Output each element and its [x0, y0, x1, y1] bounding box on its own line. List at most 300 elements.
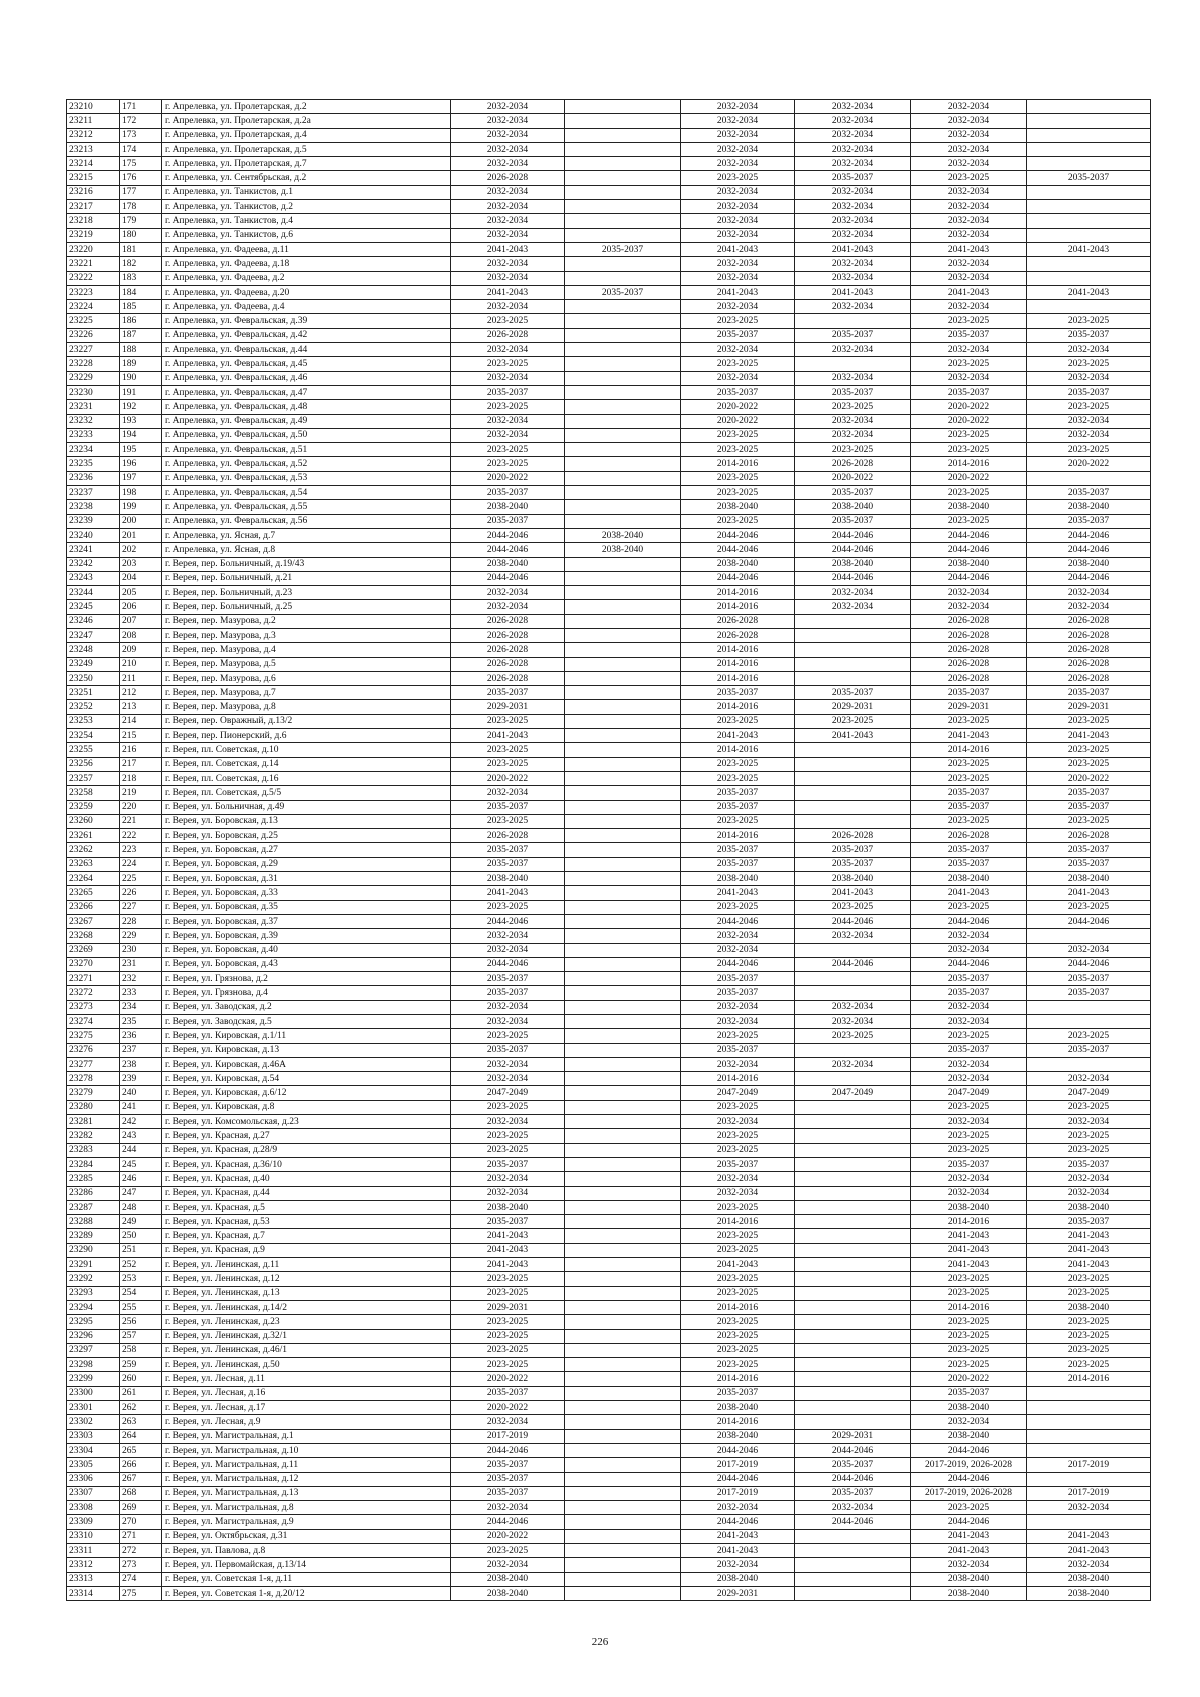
row-number-cell: 224	[120, 857, 162, 871]
row-number-cell: 185	[120, 300, 162, 314]
row-number-cell: 250	[120, 1229, 162, 1243]
period-cell-4: 2035-2037	[795, 843, 911, 857]
period-cell-5: 2035-2037	[911, 385, 1027, 399]
period-cell-4: 2035-2037	[795, 385, 911, 399]
table-row	[67, 242, 1151, 256]
table-row	[67, 471, 1151, 485]
address-cell: г. Апрелевка, ул. Февральская, д.48	[162, 400, 451, 414]
period-cell-6: 2017-2019	[1027, 1458, 1151, 1472]
row-number-cell: 192	[120, 400, 162, 414]
period-cell-6: 2023-2025	[1027, 1329, 1151, 1343]
period-cell-6: 2038-2040	[1027, 1200, 1151, 1214]
table-row	[67, 1315, 1151, 1329]
period-cell-6: 2035-2037	[1027, 486, 1151, 500]
row-number-cell: 246	[120, 1172, 162, 1186]
table-row	[67, 428, 1151, 442]
row-number-cell: 173	[120, 128, 162, 142]
address-cell: г. Верея, ул. Ленинская, д.14/2	[162, 1300, 451, 1314]
period-cell-4: 2044-2046	[795, 543, 911, 557]
period-cell-5: 2035-2037	[911, 686, 1027, 700]
table-row	[67, 1029, 1151, 1043]
period-cell-2	[565, 114, 681, 128]
period-cell-1: 2020-2022	[451, 1401, 565, 1415]
period-cell-2	[565, 343, 681, 357]
period-cell-2	[565, 328, 681, 342]
row-number-cell: 174	[120, 142, 162, 156]
period-cell-2	[565, 171, 681, 185]
table-row	[67, 800, 1151, 814]
address-cell: г. Верея, пл. Советская, д.14	[162, 757, 451, 771]
row-id-cell: 23222	[67, 271, 120, 285]
address-cell: г. Верея, ул. Боровская, д.39	[162, 929, 451, 943]
period-cell-1: 2041-2043	[451, 729, 565, 743]
address-cell: г. Апрелевка, ул. Пролетарская, д.5	[162, 142, 451, 156]
address-cell: г. Апрелевка, ул. Танкистов, д.6	[162, 228, 451, 242]
period-cell-2	[565, 957, 681, 971]
row-id-cell: 23280	[67, 1100, 120, 1114]
period-cell-5: 2041-2043	[911, 1258, 1027, 1272]
period-cell-3: 2044-2046	[681, 957, 795, 971]
period-cell-3: 2035-2037	[681, 857, 795, 871]
row-number-cell: 209	[120, 643, 162, 657]
period-cell-6: 2038-2040	[1027, 872, 1151, 886]
period-cell-4	[795, 814, 911, 828]
table-row	[67, 1515, 1151, 1529]
row-number-cell: 202	[120, 543, 162, 557]
period-cell-1: 2044-2046	[451, 1515, 565, 1529]
row-id-cell: 23278	[67, 1072, 120, 1086]
period-cell-1: 2032-2034	[451, 300, 565, 314]
table-row	[67, 1486, 1151, 1500]
period-cell-1: 2032-2034	[451, 343, 565, 357]
row-id-cell: 23216	[67, 185, 120, 199]
period-cell-5: 2032-2034	[911, 1057, 1027, 1071]
period-cell-4: 2035-2037	[795, 486, 911, 500]
period-cell-3: 2032-2034	[681, 185, 795, 199]
period-cell-1: 2023-2025	[451, 1129, 565, 1143]
address-cell: г. Апрелевка, ул. Фадеева, д.4	[162, 300, 451, 314]
period-cell-2	[565, 1186, 681, 1200]
row-id-cell: 23291	[67, 1258, 120, 1272]
row-id-cell: 23249	[67, 657, 120, 671]
table-row	[67, 371, 1151, 385]
table-row	[67, 1401, 1151, 1415]
period-cell-4: 2032-2034	[795, 257, 911, 271]
period-cell-4	[795, 1572, 911, 1586]
period-cell-2	[565, 428, 681, 442]
period-cell-4	[795, 1272, 911, 1286]
page-number: 226	[591, 1636, 609, 1648]
period-cell-2	[565, 1558, 681, 1572]
period-cell-5: 2032-2034	[911, 142, 1027, 156]
period-cell-5: 2032-2034	[911, 271, 1027, 285]
period-cell-5: 2023-2025	[911, 757, 1027, 771]
period-cell-6	[1027, 1415, 1151, 1429]
period-cell-4: 2032-2034	[795, 1501, 911, 1515]
row-id-cell: 23305	[67, 1458, 120, 1472]
period-cell-2	[565, 1458, 681, 1472]
table-row	[67, 228, 1151, 242]
period-cell-3: 2014-2016	[681, 657, 795, 671]
period-cell-1: 2035-2037	[451, 800, 565, 814]
period-cell-3: 2014-2016	[681, 1300, 795, 1314]
period-cell-5: 2032-2034	[911, 157, 1027, 171]
address-cell: г. Верея, ул. Боровская, д.27	[162, 843, 451, 857]
table-row	[67, 114, 1151, 128]
period-cell-4: 2026-2028	[795, 829, 911, 843]
period-cell-2	[565, 1215, 681, 1229]
table-row	[67, 1043, 1151, 1057]
period-cell-6: 2023-2025	[1027, 1029, 1151, 1043]
row-number-cell: 194	[120, 428, 162, 442]
period-cell-3: 2020-2022	[681, 400, 795, 414]
period-cell-2	[565, 1401, 681, 1415]
period-cell-3: 2032-2034	[681, 1015, 795, 1029]
table-row	[67, 886, 1151, 900]
period-cell-6	[1027, 1443, 1151, 1457]
row-id-cell: 23300	[67, 1386, 120, 1400]
row-id-cell: 23304	[67, 1443, 120, 1457]
row-id-cell: 23273	[67, 1000, 120, 1014]
period-cell-6: 2032-2034	[1027, 1072, 1151, 1086]
period-cell-5: 2023-2025	[911, 1329, 1027, 1343]
address-cell: г. Апрелевка, ул. Танкистов, д.4	[162, 214, 451, 228]
period-cell-4	[795, 1529, 911, 1543]
row-id-cell: 23272	[67, 986, 120, 1000]
period-cell-5: 2017-2019, 2026-2028	[911, 1486, 1027, 1500]
period-cell-4	[795, 1115, 911, 1129]
period-cell-4	[795, 1343, 911, 1357]
address-cell: г. Верея, ул. Магистральная, д.13	[162, 1486, 451, 1500]
row-id-cell: 23294	[67, 1300, 120, 1314]
period-cell-6: 2035-2037	[1027, 986, 1151, 1000]
table-row	[67, 557, 1151, 571]
period-cell-3: 2014-2016	[681, 829, 795, 843]
row-id-cell: 23276	[67, 1043, 120, 1057]
row-id-cell: 23258	[67, 786, 120, 800]
period-cell-1: 2035-2037	[451, 1157, 565, 1171]
period-cell-5: 2023-2025	[911, 1129, 1027, 1143]
table-row	[67, 1543, 1151, 1557]
row-id-cell: 23295	[67, 1315, 120, 1329]
period-cell-4	[795, 671, 911, 685]
row-id-cell: 23270	[67, 957, 120, 971]
period-cell-5: 2023-2025	[911, 171, 1027, 185]
table-row	[67, 443, 1151, 457]
period-cell-3: 2032-2034	[681, 371, 795, 385]
address-cell: г. Верея, ул. Советская 1-я, д.11	[162, 1572, 451, 1586]
period-cell-2	[565, 100, 681, 114]
period-cell-5: 2038-2040	[911, 1429, 1027, 1443]
table-row	[67, 943, 1151, 957]
period-cell-6: 2041-2043	[1027, 729, 1151, 743]
row-number-cell: 207	[120, 614, 162, 628]
row-number-cell: 252	[120, 1258, 162, 1272]
period-cell-3: 2044-2046	[681, 528, 795, 542]
period-cell-6	[1027, 1000, 1151, 1014]
address-cell: г. Апрелевка, ул. Февральская, д.50	[162, 428, 451, 442]
address-cell: г. Верея, ул. Ленинская, д.12	[162, 1272, 451, 1286]
address-cell: г. Верея, ул. Заводская, д.5	[162, 1015, 451, 1029]
table-row	[67, 357, 1151, 371]
row-number-cell: 184	[120, 285, 162, 299]
table-row	[67, 1015, 1151, 1029]
period-cell-4: 2038-2040	[795, 500, 911, 514]
period-cell-1: 2032-2034	[451, 600, 565, 614]
period-cell-4	[795, 743, 911, 757]
period-cell-5: 2032-2034	[911, 943, 1027, 957]
period-cell-1: 2032-2034	[451, 1558, 565, 1572]
row-number-cell: 247	[120, 1186, 162, 1200]
period-cell-3: 2023-2025	[681, 814, 795, 828]
row-id-cell: 23292	[67, 1272, 120, 1286]
period-cell-6: 2023-2025	[1027, 1358, 1151, 1372]
period-cell-3: 2041-2043	[681, 1258, 795, 1272]
period-cell-4: 2035-2037	[795, 1486, 911, 1500]
address-cell: г. Верея, пер. Мазурова, д.5	[162, 657, 451, 671]
period-cell-3: 2032-2034	[681, 271, 795, 285]
period-cell-3: 2014-2016	[681, 1372, 795, 1386]
period-cell-1: 2041-2043	[451, 1243, 565, 1257]
period-cell-5: 2038-2040	[911, 1401, 1027, 1415]
period-cell-6	[1027, 228, 1151, 242]
table-row	[67, 1157, 1151, 1171]
address-cell: г. Апрелевка, ул. Февральская, д.53	[162, 471, 451, 485]
row-id-cell: 23251	[67, 686, 120, 700]
period-cell-2	[565, 714, 681, 728]
row-id-cell: 23261	[67, 829, 120, 843]
row-id-cell: 23220	[67, 242, 120, 256]
period-cell-5: 2035-2037	[911, 328, 1027, 342]
period-cell-6: 2038-2040	[1027, 1586, 1151, 1600]
period-cell-2	[565, 1272, 681, 1286]
row-number-cell: 214	[120, 714, 162, 728]
row-number-cell: 233	[120, 986, 162, 1000]
address-cell: г. Верея, ул. Красная, д.28/9	[162, 1143, 451, 1157]
address-cell: г. Верея, пл. Советская, д.5/5	[162, 786, 451, 800]
period-cell-5: 2041-2043	[911, 729, 1027, 743]
row-id-cell: 23286	[67, 1186, 120, 1200]
period-cell-5: 2026-2028	[911, 628, 1027, 642]
table-row	[67, 500, 1151, 514]
period-cell-3: 2014-2016	[681, 600, 795, 614]
row-number-cell: 210	[120, 657, 162, 671]
period-cell-2	[565, 600, 681, 614]
period-cell-3: 2035-2037	[681, 1157, 795, 1171]
schedule-table-body	[67, 100, 1151, 1601]
row-number-cell: 234	[120, 1000, 162, 1014]
period-cell-2	[565, 729, 681, 743]
period-cell-2	[565, 1157, 681, 1171]
table-row	[67, 786, 1151, 800]
table-row	[67, 343, 1151, 357]
period-cell-6	[1027, 257, 1151, 271]
address-cell: г. Апрелевка, ул. Танкистов, д.2	[162, 200, 451, 214]
table-row	[67, 1372, 1151, 1386]
period-cell-3: 2032-2034	[681, 1000, 795, 1014]
row-id-cell: 23313	[67, 1572, 120, 1586]
row-id-cell: 23264	[67, 872, 120, 886]
period-cell-3: 2023-2025	[681, 357, 795, 371]
address-cell: г. Верея, ул. Кировская, д.46А	[162, 1057, 451, 1071]
row-id-cell: 23289	[67, 1229, 120, 1243]
row-number-cell: 218	[120, 771, 162, 785]
period-cell-4: 2023-2025	[795, 443, 911, 457]
table-row	[67, 1272, 1151, 1286]
period-cell-6: 2032-2034	[1027, 1186, 1151, 1200]
period-cell-6: 2017-2019	[1027, 1486, 1151, 1500]
period-cell-6: 2032-2034	[1027, 371, 1151, 385]
period-cell-6: 2032-2034	[1027, 1558, 1151, 1572]
table-row	[67, 1115, 1151, 1129]
address-cell: г. Верея, пер. Больничный, д.19/43	[162, 557, 451, 571]
period-cell-3: 2041-2043	[681, 242, 795, 256]
period-cell-1: 2032-2034	[451, 1057, 565, 1071]
row-id-cell: 23238	[67, 500, 120, 514]
address-cell: г. Верея, ул. Магистральная, д.11	[162, 1458, 451, 1472]
period-cell-5: 2020-2022	[911, 400, 1027, 414]
period-cell-4: 2032-2034	[795, 343, 911, 357]
period-cell-3: 2044-2046	[681, 1443, 795, 1457]
address-cell: г. Апрелевка, ул. Февральская, д.51	[162, 443, 451, 457]
period-cell-4: 2035-2037	[795, 514, 911, 528]
period-cell-4: 2029-2031	[795, 1429, 911, 1443]
address-cell: г. Верея, пл. Советская, д.16	[162, 771, 451, 785]
period-cell-6: 2035-2037	[1027, 800, 1151, 814]
period-cell-3: 2023-2025	[681, 1200, 795, 1214]
period-cell-2: 2038-2040	[565, 543, 681, 557]
address-cell: г. Верея, ул. Лесная, д.17	[162, 1401, 451, 1415]
period-cell-3: 2017-2019	[681, 1458, 795, 1472]
period-cell-4	[795, 1586, 911, 1600]
period-cell-1: 2035-2037	[451, 486, 565, 500]
period-cell-1: 2023-2025	[451, 1543, 565, 1557]
period-cell-2	[565, 228, 681, 242]
address-cell: г. Верея, пер. Мазурова, д.4	[162, 643, 451, 657]
row-id-cell: 23221	[67, 257, 120, 271]
row-number-cell: 262	[120, 1401, 162, 1415]
row-number-cell: 270	[120, 1515, 162, 1529]
address-cell: г. Апрелевка, ул. Пролетарская, д.7	[162, 157, 451, 171]
period-cell-5: 2035-2037	[911, 986, 1027, 1000]
table-row	[67, 814, 1151, 828]
period-cell-5: 2041-2043	[911, 1229, 1027, 1243]
period-cell-1: 2023-2025	[451, 1358, 565, 1372]
row-number-cell: 264	[120, 1429, 162, 1443]
period-cell-1: 2032-2034	[451, 257, 565, 271]
address-cell: г. Апрелевка, ул. Февральская, д.55	[162, 500, 451, 514]
row-id-cell: 23241	[67, 543, 120, 557]
row-number-cell: 189	[120, 357, 162, 371]
period-cell-1: 2032-2034	[451, 271, 565, 285]
period-cell-5: 2023-2025	[911, 1501, 1027, 1515]
row-id-cell: 23215	[67, 171, 120, 185]
period-cell-3: 2014-2016	[681, 671, 795, 685]
period-cell-5: 2026-2028	[911, 671, 1027, 685]
table-row	[67, 743, 1151, 757]
row-number-cell: 230	[120, 943, 162, 957]
row-number-cell: 253	[120, 1272, 162, 1286]
period-cell-5: 2026-2028	[911, 614, 1027, 628]
period-cell-1: 2023-2025	[451, 1329, 565, 1343]
period-cell-3: 2023-2025	[681, 1272, 795, 1286]
row-number-cell: 238	[120, 1057, 162, 1071]
period-cell-4: 2041-2043	[795, 242, 911, 256]
period-cell-3: 2023-2025	[681, 900, 795, 914]
period-cell-6: 2041-2043	[1027, 285, 1151, 299]
row-number-cell: 177	[120, 185, 162, 199]
period-cell-1: 2035-2037	[451, 514, 565, 528]
period-cell-5: 2032-2034	[911, 100, 1027, 114]
row-number-cell: 204	[120, 571, 162, 585]
table-row	[67, 314, 1151, 328]
period-cell-4	[795, 1415, 911, 1429]
period-cell-3: 2044-2046	[681, 1472, 795, 1486]
table-row	[67, 714, 1151, 728]
address-cell: г. Верея, ул. Красная, д.7	[162, 1229, 451, 1243]
period-cell-6: 2044-2046	[1027, 914, 1151, 928]
period-cell-5: 2032-2034	[911, 257, 1027, 271]
period-cell-4: 2044-2046	[795, 957, 911, 971]
address-cell: г. Верея, пер. Пионерский, д.6	[162, 729, 451, 743]
address-cell: г. Апрелевка, ул. Ясная, д.8	[162, 543, 451, 557]
period-cell-3: 2023-2025	[681, 1286, 795, 1300]
period-cell-2	[565, 972, 681, 986]
period-cell-6: 2026-2028	[1027, 657, 1151, 671]
row-id-cell: 23227	[67, 343, 120, 357]
row-id-cell: 23245	[67, 600, 120, 614]
period-cell-4: 2032-2034	[795, 200, 911, 214]
period-cell-1: 2032-2034	[451, 128, 565, 142]
period-cell-4: 2032-2034	[795, 271, 911, 285]
period-cell-4	[795, 1157, 911, 1171]
period-cell-3: 2032-2034	[681, 128, 795, 142]
period-cell-4	[795, 1243, 911, 1257]
period-cell-5: 2041-2043	[911, 1543, 1027, 1557]
period-cell-2	[565, 1286, 681, 1300]
period-cell-2	[565, 914, 681, 928]
period-cell-3: 2014-2016	[681, 1072, 795, 1086]
table-row	[67, 414, 1151, 428]
period-cell-3: 2023-2025	[681, 1343, 795, 1357]
period-cell-1: 2032-2034	[451, 586, 565, 600]
period-cell-1: 2044-2046	[451, 528, 565, 542]
period-cell-4: 2029-2031	[795, 700, 911, 714]
period-cell-5: 2014-2016	[911, 743, 1027, 757]
row-id-cell: 23224	[67, 300, 120, 314]
row-id-cell: 23309	[67, 1515, 120, 1529]
table-row	[67, 1086, 1151, 1100]
period-cell-4: 2032-2034	[795, 142, 911, 156]
period-cell-2	[565, 214, 681, 228]
period-cell-3: 2023-2025	[681, 1143, 795, 1157]
address-cell: г. Верея, ул. Лесная, д.16	[162, 1386, 451, 1400]
period-cell-4	[795, 1358, 911, 1372]
period-cell-2	[565, 1501, 681, 1515]
period-cell-4: 2035-2037	[795, 171, 911, 185]
row-number-cell: 266	[120, 1458, 162, 1472]
period-cell-6: 2026-2028	[1027, 643, 1151, 657]
period-cell-1: 2038-2040	[451, 1200, 565, 1214]
period-cell-4: 2038-2040	[795, 872, 911, 886]
table-row	[67, 771, 1151, 785]
period-cell-5: 2023-2025	[911, 1315, 1027, 1329]
period-cell-2	[565, 1258, 681, 1272]
period-cell-3: 2035-2037	[681, 986, 795, 1000]
period-cell-1: 2032-2034	[451, 1015, 565, 1029]
period-cell-1: 2026-2028	[451, 643, 565, 657]
period-cell-2	[565, 500, 681, 514]
